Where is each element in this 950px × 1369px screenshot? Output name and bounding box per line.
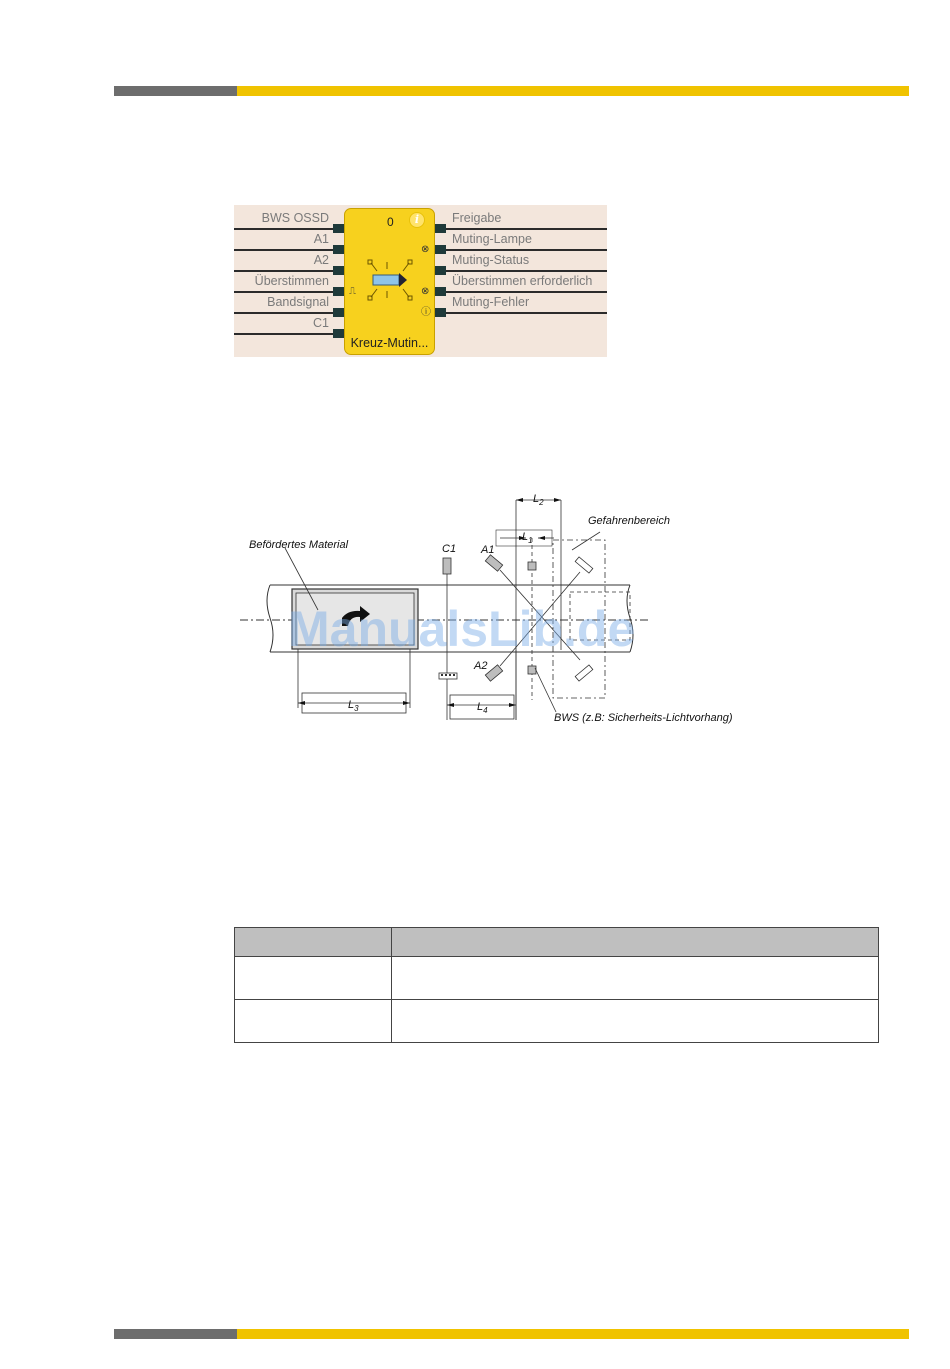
override-symbol-icon: ⎍ (349, 286, 356, 297)
output-pin[interactable] (435, 224, 446, 233)
dim-l4-label: $L_4$ (477, 701, 488, 715)
output-label-release: Freigabe (452, 211, 502, 225)
input-wire (234, 291, 334, 293)
table-cell (235, 957, 392, 1000)
input-wire (234, 228, 334, 230)
footer-bar-grey (114, 1329, 237, 1339)
info-icon[interactable]: i (409, 212, 425, 228)
info-table (234, 927, 879, 1043)
danger-zone-label: Gefahrenbereich (588, 515, 670, 527)
output-label-muting-status: Muting-Status (452, 253, 530, 267)
input-wire (234, 270, 334, 272)
header-bar-yellow (237, 86, 909, 96)
function-block-figure (234, 205, 607, 357)
output-label-muting-error: Muting-Fehler (452, 295, 530, 309)
a1-label: A1 (481, 544, 495, 556)
dim-l1-label: $L_1$ (522, 531, 533, 545)
input-pin[interactable] (333, 308, 344, 317)
input-label-c1: C1 (313, 316, 329, 330)
lamp-symbol-icon: ⊗ (421, 244, 430, 255)
bws-label: BWS (z.B: Sicherheits-Lichtvorhang) (554, 712, 733, 724)
output-pin[interactable] (435, 308, 446, 317)
input-label-override: Überstimmen (254, 274, 329, 288)
input-wire (234, 312, 334, 314)
output-label-muting-lamp: Muting-Lampe (452, 232, 532, 246)
input-pin[interactable] (333, 287, 344, 296)
input-wire (234, 249, 334, 251)
output-wire (446, 270, 607, 272)
footer-bar-yellow (237, 1329, 909, 1339)
header-bar (114, 86, 909, 96)
table-header-row (235, 928, 879, 957)
function-block-name: Kreuz-Mutin... (350, 336, 429, 350)
table-cell (392, 1000, 879, 1043)
a2-label: A2 (474, 660, 488, 672)
input-wire (234, 333, 334, 335)
output-pin[interactable] (435, 266, 446, 275)
table-header-cell (392, 928, 879, 957)
output-wire (446, 312, 607, 314)
output-wire (446, 249, 607, 251)
output-pin[interactable] (435, 287, 446, 296)
table-cell (235, 1000, 392, 1043)
material-label: Befördertes Material (249, 539, 349, 551)
block-counter: 0 (387, 215, 394, 229)
error-symbol-icon: ⓘ (421, 307, 431, 318)
table-cell (392, 957, 879, 1000)
dim-l2-label: $L_2$ (533, 493, 544, 507)
output-wire (446, 228, 607, 230)
lamp-symbol-icon: ⊗ (421, 286, 430, 297)
output-pin[interactable] (435, 245, 446, 254)
c1-label: C1 (442, 543, 457, 555)
output-wire (446, 291, 607, 293)
function-block-core[interactable] (344, 208, 435, 355)
input-label-a1: A1 (313, 232, 329, 246)
input-label-a2: A2 (313, 253, 329, 267)
watermark: ManualsLib.de (288, 601, 636, 657)
input-pin[interactable] (333, 224, 344, 233)
output-label-override-required: Überstimmen erforderlich (452, 274, 593, 288)
input-pin[interactable] (333, 329, 344, 338)
table-row (235, 1000, 879, 1043)
input-label-band-signal: Bandsignal (267, 295, 329, 309)
input-pin[interactable] (333, 245, 344, 254)
table-row (235, 957, 879, 1000)
dim-l3-label: $L_3$ (348, 699, 359, 713)
input-pin[interactable] (333, 266, 344, 275)
table-header-cell (235, 928, 392, 957)
cross-muting-icon (367, 259, 413, 301)
input-label-bws-ossd: BWS OSSD (261, 211, 329, 225)
header-bar-grey (114, 86, 237, 96)
footer-bar (114, 1329, 909, 1339)
